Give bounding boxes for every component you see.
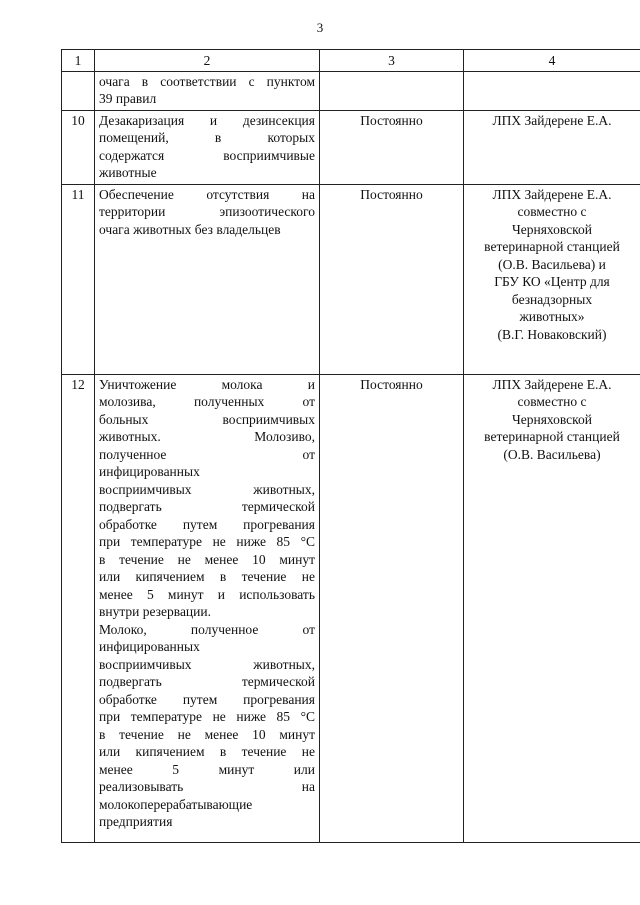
measure-line: содержатся восприимчивые: [99, 147, 315, 163]
responsible-line: ЛПХ Зайдерене Е.А.: [492, 376, 612, 392]
measure-line: молокоперерабатывающие: [99, 796, 253, 812]
measure-line: очага животных без владельцев: [99, 221, 281, 237]
responsible-line: безнадзорных: [511, 291, 593, 307]
measures-table: [61, 49, 640, 843]
responsible-line: животных»: [519, 309, 585, 324]
measure-line: в течение не менее 10 минут: [99, 551, 315, 567]
responsible-cell: [464, 71, 640, 110]
measure-line: Уничтожение молока и: [99, 376, 315, 392]
measure-line: менее 5 минут или: [99, 761, 315, 777]
row-number: 12: [62, 374, 95, 842]
responsible-line: (В.Г. Новаковский): [497, 326, 607, 342]
responsible-cell: [464, 110, 640, 184]
measure-line: больных восприимчивых: [99, 411, 315, 427]
measure-line: менее 5 минут и использовать: [99, 586, 315, 602]
period-cell: [320, 71, 464, 110]
row-number: 11: [62, 184, 95, 374]
measure-line: подвергать термической: [99, 674, 315, 689]
measure-line: обработке путем прогревания: [99, 691, 315, 707]
measure-line: животные: [99, 165, 157, 180]
responsible-line: ЛПХ Зайдерене Е.А.: [492, 112, 612, 128]
measure-line: Дезакаризация и дезинсекция: [99, 112, 315, 128]
responsible-line: ветеринарной станцией: [484, 429, 620, 444]
measure-line: молозива, полученных от: [99, 394, 315, 409]
measure-line: или кипячением в течение не: [99, 569, 315, 584]
responsible-line: Черняховской: [511, 221, 593, 237]
measure-line: помещений, в которых: [99, 130, 315, 145]
responsible-line: ветеринарной станцией: [484, 239, 620, 254]
period-cell: Постоянно: [320, 110, 464, 184]
measure-line: предприятия: [99, 814, 173, 829]
responsible-line: Черняховской: [511, 411, 593, 427]
measure-line: восприимчивых животных,: [99, 481, 315, 497]
table-row: [62, 184, 640, 374]
measure-text: [95, 374, 320, 842]
header-col-3: 3: [320, 50, 464, 72]
responsible-line: (О.В. Васильева): [503, 446, 601, 462]
responsible-line: ГБУ КО «Центр для: [494, 274, 610, 289]
table-row: [62, 374, 640, 842]
measure-line: обработке путем прогревания: [99, 516, 315, 532]
measure-line: восприимчивых животных,: [99, 656, 315, 672]
header-col-2: 2: [95, 50, 320, 72]
measure-line: 39 правил: [99, 91, 157, 106]
measure-text: [95, 71, 320, 110]
measure-line: внутри резервации.: [99, 604, 211, 619]
measure-line: очага в соответствии с пунктом: [99, 73, 315, 89]
measure-line: реализовывать на: [99, 779, 315, 794]
measure-text: [95, 110, 320, 184]
measure-line: подвергать термической: [99, 499, 315, 514]
measure-line: в течение не менее 10 минут: [99, 726, 315, 742]
responsible-line: (О.В. Васильева) и: [498, 256, 606, 272]
measure-line: Молоко, полученное от: [99, 621, 315, 637]
period-cell: Постоянно: [320, 184, 464, 374]
measure-text: [95, 184, 320, 374]
period-cell: Постоянно: [320, 374, 464, 842]
row-number: [62, 71, 95, 110]
measure-line: территории эпизоотического: [99, 204, 315, 219]
measure-line: инфицированных: [99, 464, 200, 479]
measure-line: при температуре не ниже 85 °С: [99, 709, 315, 724]
responsible-cell: [464, 374, 640, 842]
responsible-line: ЛПХ Зайдерене Е.А.: [492, 186, 612, 202]
responsible-cell: [464, 184, 640, 374]
measure-line: или кипячением в течение не: [99, 744, 315, 759]
table-row: [62, 71, 640, 110]
measure-line: Обеспечение отсутствия на: [99, 186, 315, 202]
header-col-1: 1: [62, 50, 95, 72]
measure-line: животных. Молозиво,: [99, 429, 315, 444]
measure-line: инфицированных: [99, 639, 200, 654]
table-row: [62, 110, 640, 184]
responsible-line: совместно с: [517, 394, 587, 409]
measure-line: полученное от: [99, 446, 315, 462]
page-number: 3: [316, 20, 324, 35]
responsible-line: совместно с: [517, 204, 587, 219]
row-number: 10: [62, 110, 95, 184]
header-col-4: 4: [464, 50, 640, 72]
measure-line: при температуре не ниже 85 °С: [99, 534, 315, 549]
table-header-row: [62, 50, 640, 72]
